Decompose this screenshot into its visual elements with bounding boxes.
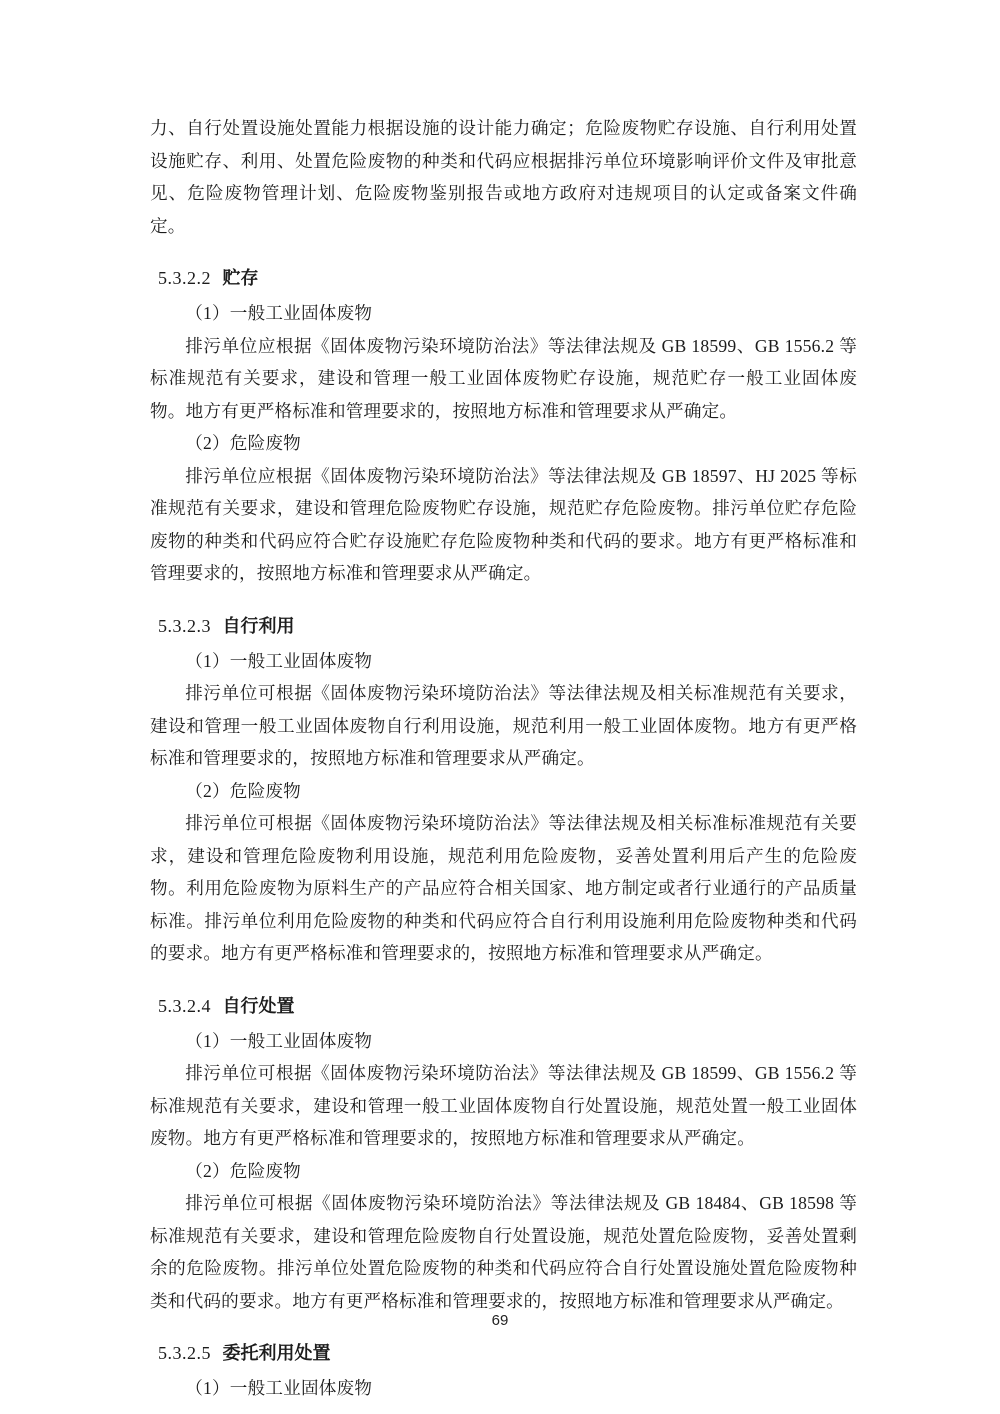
- item-label: （1）一般工业固体废物: [185, 650, 373, 671]
- section-title: 自行处置: [222, 995, 295, 1016]
- section-title: 自行利用: [222, 615, 295, 636]
- item-label: （2）危险废物: [185, 1160, 301, 1181]
- section-title: 贮存: [222, 268, 259, 288]
- section-heading-5-3-2-4: [158, 992, 857, 1020]
- section-number: 5.3.2.3: [158, 615, 211, 636]
- page-number: 69: [491, 1312, 509, 1329]
- page-content: [150, 112, 857, 1405]
- section-number: 5.3.2.5: [158, 1343, 211, 1363]
- item-paragraph: 排污单位可根据《固体废物污染环境防治法》等法律法规及 GB 18599、GB 1556.2 等标准规范有关要求，建设和管理一般工业固体废物自行处置设施，规范处置一般工业固体废物。地方有更严格标准和管理要求的，按照地方标准和管理要求从严确定。: [150, 1063, 857, 1148]
- item-label: （1）一般工业固体废物: [185, 303, 373, 323]
- section-heading-5-3-2-3: [158, 612, 857, 640]
- item-label: （2）危险废物: [185, 433, 301, 453]
- continuation-paragraph: 力、自行处置设施处置能力根据设施的设计能力确定；危险废物贮存设施、自行利用处置设施贮存、利用、处置危险废物的种类和代码应根据排污单位环境影响评价文件及审批意见、危险废物管理计划、危险废物鉴别报告或地方政府对违规项目的认定或备案文件确定。: [150, 118, 857, 236]
- section-heading-5-3-2-5: [158, 1339, 857, 1367]
- item-paragraph: 排污单位应根据《固体废物污染环境防治法》等法律法规及 GB 18597、HJ 2025 等标准规范有关要求，建设和管理危险废物贮存设施，规范贮存危险废物。排污单位贮存危险废物的种类和代码应符合贮存设施贮存危险废物种类和代码的要求。地方有更严格标准和管理要求的，按照地方标准和管理要求从严确定。: [150, 465, 857, 583]
- item-paragraph: 排污单位应根据《固体废物污染环境防治法》等法律法规及 GB 18599、GB 1556.2 等标准规范有关要求，建设和管理一般工业固体废物贮存设施，规范贮存一般工业固体废物。地方有更严格标准和管理要求的，按照地方标准和管理要求从严确定。: [150, 335, 857, 421]
- item-label: （1）一般工业固体废物: [185, 1030, 373, 1051]
- section-number: 5.3.2.4: [158, 995, 211, 1016]
- item-paragraph: 排污单位可根据《固体废物污染环境防治法》等法律法规及相关标准规范有关要求，建设和管理一般工业固体废物自行利用设施，规范利用一般工业固体废物。地方有更严格标准和管理要求的，按照地方标准和管理要求从严确定。: [150, 683, 857, 768]
- section-title: 委托利用处置: [222, 1343, 331, 1363]
- item-label: （1）一般工业固体废物: [185, 1378, 373, 1398]
- item-paragraph: 排污单位可根据《固体废物污染环境防治法》等法律法规及 GB 18484、GB 18598 等标准规范有关要求，建设和管理危险废物自行处置设施，规范处置危险废物，妥善处置剩余的危险废物。排污单位处置危险废物的种类和代码应符合自行处置设施处置危险废物种类和代码的要求。地方有更严格标准和管理要求的，按照地方标准和管理要求从严确定。: [150, 1193, 857, 1311]
- section-number: 5.3.2.2: [158, 268, 211, 288]
- item-label: （2）危险废物: [185, 780, 301, 801]
- section-heading-5-3-2-2: [158, 264, 857, 292]
- item-paragraph: 排污单位可根据《固体废物污染环境防治法》等法律法规及相关标准标准规范有关要求，建设和管理危险废物利用设施，规范利用危险废物，妥善处置利用后产生的危险废物。利用危险废物为原料生产的产品应符合相关国家、地方制定或者行业通行的产品质量标准。排污单位利用危险废物的种类和代码应符合自行利用设施利用危险废物种类和代码的要求。地方有更严格标准和管理要求的，按照地方标准和管理要求从严确定。: [150, 813, 857, 963]
